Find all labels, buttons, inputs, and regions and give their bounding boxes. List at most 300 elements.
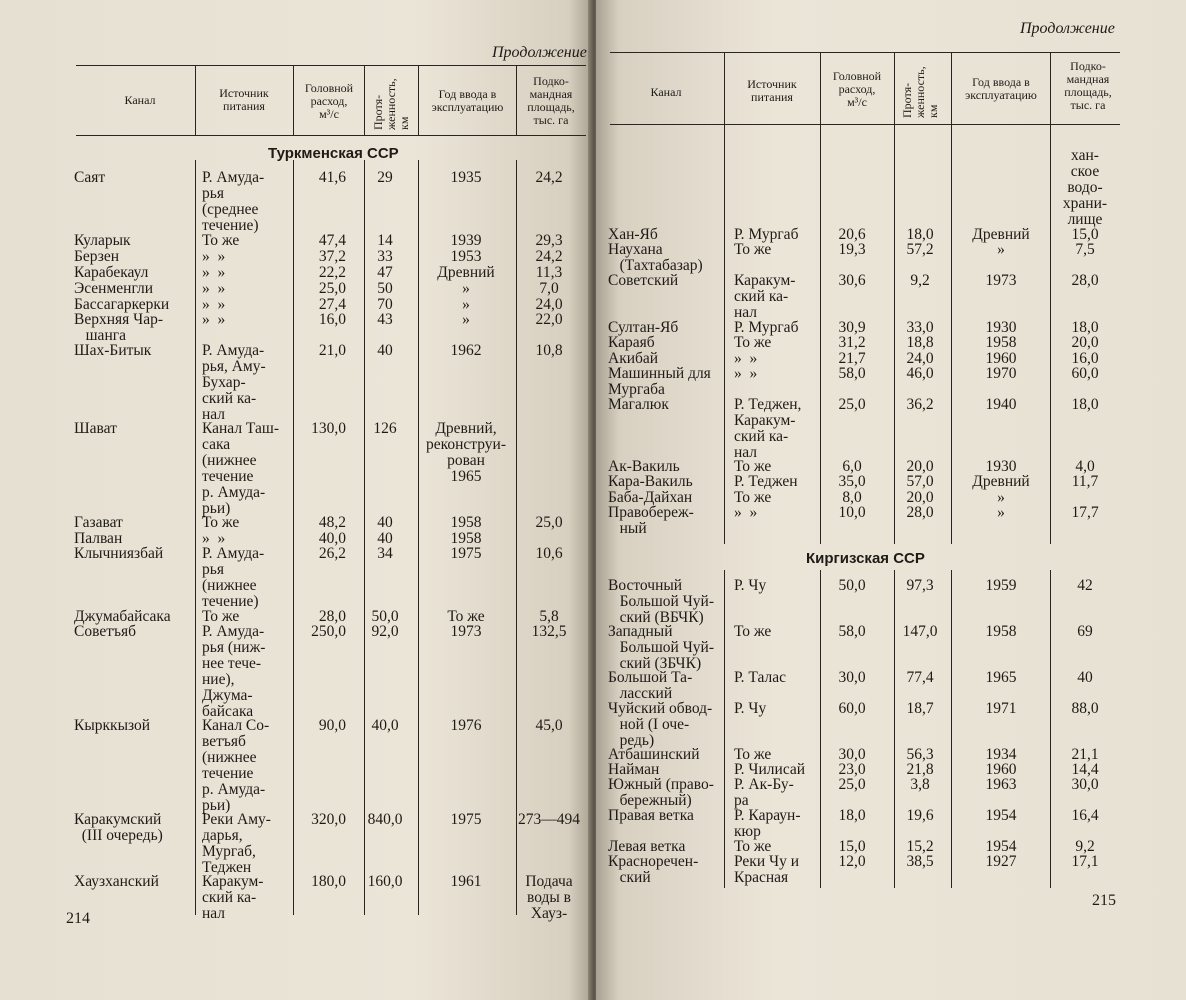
cell-line: 22,0: [535, 311, 563, 328]
cell-line: 14,4: [1071, 761, 1099, 778]
cell-name: [74, 874, 192, 890]
table-row: [596, 807, 1186, 840]
cell-line: Р. Караун-: [734, 807, 801, 824]
col-rule: [293, 65, 294, 135]
cell-len: 46,0: [906, 365, 934, 382]
cell-flow: 48,2: [318, 514, 346, 531]
cell-year: [418, 421, 514, 485]
cell-line: хан-: [1071, 147, 1099, 164]
cell-name: [74, 343, 192, 359]
cell-area: [516, 718, 582, 734]
cell-name: [608, 578, 723, 626]
cell-src: [202, 233, 294, 249]
cell-line: рья: [202, 185, 224, 202]
cell-line: 1954: [985, 838, 1017, 855]
cell-line: » »: [202, 296, 226, 313]
table-row: [596, 776, 1186, 809]
cell-flow: 16,0: [318, 311, 346, 328]
cell-len: 57,2: [906, 241, 934, 258]
cell-line: Р. Амуда-: [202, 545, 265, 562]
cell-len: 34: [377, 545, 393, 562]
cell-src: [202, 546, 294, 610]
header-year: Год ввода в эксплуатацию: [431, 87, 504, 114]
cell-flow: 320,0: [311, 811, 346, 828]
cell-line: ной (I оче-: [608, 716, 690, 733]
cell-area: [1052, 670, 1118, 686]
cell-name: [608, 148, 723, 164]
cell-line: [608, 148, 723, 164]
cell-year: [953, 701, 1049, 717]
table-row: [596, 577, 1186, 626]
cell-area: [1052, 578, 1118, 594]
cell-area: [1052, 242, 1118, 258]
cell-line: Р. Теджен,: [734, 396, 802, 413]
cell-len: 15,2: [906, 838, 934, 855]
cell-line: Кара-Вакиль: [608, 473, 693, 490]
cell-line: Реки Чу и: [734, 853, 799, 870]
cell-line: Советъяб: [74, 623, 136, 640]
cell-year: [418, 546, 514, 562]
cell-line: 1965: [985, 669, 1017, 686]
cell-line: Кырккызой: [74, 717, 151, 734]
header-bottom-rule: [610, 124, 1120, 125]
cell-line: рья, Аму-: [202, 358, 266, 375]
cell-line: Берзен: [74, 248, 120, 265]
cell-line: 1960: [985, 350, 1017, 367]
cell-len: 20,0: [906, 489, 934, 506]
cell-line: 132,5: [531, 623, 567, 640]
cell-line: Южный (право-: [608, 776, 714, 793]
cell-flow: 10,0: [838, 504, 866, 521]
table-row: [0, 169, 592, 234]
col-rule: [724, 52, 725, 124]
table-row: [596, 669, 1186, 702]
cell-line: Карабекаул: [74, 264, 149, 281]
col-rule: [195, 65, 196, 135]
header-length: Протя- женность, км: [371, 78, 411, 130]
cell-area: [1052, 273, 1118, 289]
cell-name: [608, 777, 723, 809]
cell-line: Бухар-: [202, 374, 246, 391]
cell-line: 1930: [985, 458, 1017, 475]
cell-line: рьи): [202, 500, 231, 517]
cell-line: 60,0: [1071, 365, 1099, 382]
cell-line: нал: [734, 304, 758, 321]
cell-line: Мургаба: [608, 381, 665, 398]
cell-year: [953, 366, 1049, 382]
cell-line: 42: [1077, 577, 1093, 594]
cell-flow: 26,2: [318, 545, 346, 562]
cell-area: [1052, 701, 1118, 717]
cell-line: ветъяб: [202, 733, 246, 750]
cell-line: 1935: [450, 169, 482, 186]
cell-name: [608, 808, 723, 824]
cell-line: 1939: [450, 232, 482, 249]
cell-name: [608, 505, 723, 537]
cell-line: ский ка-: [734, 288, 789, 305]
cell-line: 1934: [985, 746, 1017, 763]
cell-line: 1961: [450, 873, 482, 890]
table-row: [0, 717, 592, 814]
cell-line: Правобереж-: [608, 504, 694, 521]
cell-line: ный: [608, 520, 647, 537]
cell-line: » »: [734, 504, 758, 521]
cell-line: ский ка-: [202, 390, 257, 407]
cell-len: 38,5: [906, 853, 934, 870]
cell-name: [74, 546, 192, 562]
cell-line: ра: [734, 792, 749, 809]
cell-src: [734, 670, 820, 686]
cell-year: [953, 854, 1049, 870]
cell-flow: 18,0: [838, 807, 866, 824]
section-title: Киргизская ССР: [806, 550, 925, 567]
cell-line: 28,0: [1071, 272, 1099, 289]
cell-year: [953, 777, 1049, 793]
cell-year: [418, 874, 514, 890]
table-row: [596, 335, 1186, 351]
cell-line: 1962: [450, 342, 482, 359]
cell-line: воды в: [526, 889, 571, 906]
cell-year: [953, 242, 1049, 258]
cell-year: [953, 335, 1049, 351]
header-flow: Головной расход, м³/с: [304, 81, 354, 121]
cell-area: [516, 812, 582, 828]
cell-src: [734, 854, 820, 886]
cell-line: 69: [1077, 623, 1093, 640]
cell-line: 9,2: [1075, 838, 1095, 855]
table-top-rule: [610, 52, 1120, 53]
cell-flow: 25,0: [318, 280, 346, 297]
cell-src: [734, 777, 820, 809]
cell-line: Р. Чу: [734, 700, 767, 717]
cell-src: [734, 366, 820, 382]
cell-line: рья: [202, 561, 224, 578]
cell-flow: 27,4: [318, 296, 346, 313]
left-page: [0, 0, 592, 1000]
cell-line: » »: [734, 350, 758, 367]
cell-flow: 23,0: [838, 761, 866, 778]
cell-line: 40: [1077, 669, 1093, 686]
cell-line: Канал Таш-: [202, 420, 279, 437]
cell-flow: 12,0: [838, 853, 866, 870]
cell-len: 40: [377, 342, 393, 359]
cell-line: Древний: [972, 226, 1030, 243]
cell-flow: 35,0: [838, 473, 866, 490]
cell-line: Подача: [525, 873, 573, 890]
cell-line: Шах-Битык: [74, 342, 152, 359]
cell-line: нал: [202, 905, 226, 922]
cell-src: [202, 812, 294, 876]
cell-line: 1958: [985, 334, 1017, 351]
cell-line: Реки Аму-: [202, 811, 271, 828]
cell-name: [608, 624, 723, 672]
cell-flow: 25,0: [838, 396, 866, 413]
page-number: 215: [1092, 892, 1116, 909]
cell-line: ние),: [202, 671, 235, 688]
cell-area: [516, 874, 582, 922]
cell-line: 16,4: [1071, 807, 1099, 824]
cell-line: 30,0: [1071, 776, 1099, 793]
cell-line: нее тече-: [202, 655, 262, 672]
cell-area: [1052, 808, 1118, 824]
table-row: [0, 515, 592, 531]
cell-line: Ак-Вакиль: [608, 458, 680, 475]
cell-line: (III очередь): [74, 827, 163, 844]
header-canal: Канал: [650, 85, 682, 99]
table-row: [0, 311, 592, 344]
cell-line: Хаузханский: [74, 873, 159, 890]
cell-line: рьи): [202, 797, 231, 814]
table-row: [0, 420, 592, 517]
cell-line: 1973: [450, 623, 482, 640]
cell-area: [516, 312, 582, 328]
header-area: Подко- мандная площадь, тыс. га: [527, 74, 575, 127]
cell-len: 18,7: [906, 700, 934, 717]
cell-line: То же: [734, 489, 772, 506]
cell-line: Клычниязбай: [74, 545, 164, 562]
section-title: Туркменская ССР: [268, 145, 399, 162]
cell-flow: 41,6: [318, 169, 346, 186]
cell-name: [608, 273, 723, 289]
cell-line: Р. Амуда-: [202, 342, 265, 359]
cell-src: [734, 808, 820, 840]
table-row: [0, 811, 592, 876]
cell-line: Магалюк: [608, 396, 669, 413]
cell-year: [953, 148, 1049, 164]
cell-line: ский (ЗБЧК): [608, 655, 702, 672]
cell-len: 47: [377, 264, 393, 281]
cell-src: [734, 148, 820, 164]
cell-area: [1052, 505, 1118, 521]
cell-flow: 30,6: [838, 272, 866, 289]
cell-line: 24,0: [535, 296, 563, 313]
cell-src: [202, 170, 294, 234]
col-rule: [1050, 52, 1051, 124]
cell-line: Найман: [608, 761, 660, 778]
cell-line: »: [462, 311, 470, 328]
cell-line: Р. Теджен: [734, 473, 798, 490]
cell-year: [953, 578, 1049, 594]
table-row: [0, 265, 592, 281]
cell-line: »: [462, 280, 470, 297]
cell-src: [734, 701, 820, 717]
cell-line: Р. Чилисай: [734, 761, 806, 778]
cell-line: Левая ветка: [608, 838, 686, 855]
cell-line: Правая ветка: [608, 807, 694, 824]
cell-year: [418, 312, 514, 328]
cell-line: шанга: [74, 327, 126, 344]
cell-name: [608, 335, 723, 351]
cell-year: [953, 808, 1049, 824]
cell-area: [516, 281, 582, 297]
cell-len: 20,0: [906, 458, 934, 475]
table-row: [0, 233, 592, 249]
cell-line: 11,7: [1071, 473, 1099, 490]
cell-line: 273—494: [518, 811, 580, 828]
cell-line: рован: [447, 452, 485, 469]
cell-area: [1052, 777, 1118, 793]
cell-line: Бассагаркерки: [74, 296, 170, 313]
cell-line: Хауз-: [530, 905, 568, 922]
cell-area: [516, 233, 582, 249]
cell-line: Западный: [608, 623, 673, 640]
cell-src: [202, 312, 294, 328]
cell-line: » »: [202, 311, 226, 328]
cell-flow: 47,4: [318, 232, 346, 249]
cell-flow: 21,7: [838, 350, 866, 367]
cell-line: 1963: [985, 776, 1017, 793]
cell-line: 88,0: [1071, 700, 1099, 717]
cell-flow: 90,0: [318, 717, 346, 734]
cell-len: 9,2: [910, 272, 930, 289]
cell-len: 14: [377, 232, 393, 249]
cell-line: То же: [202, 514, 240, 531]
cell-flow: 180,0: [311, 873, 346, 890]
cell-flow: 21,0: [318, 342, 346, 359]
cell-src: [202, 624, 294, 720]
cell-flow: 40,0: [318, 530, 346, 547]
cell-area: [516, 624, 582, 640]
cell-line: 10,8: [535, 342, 563, 359]
cell-year: [418, 624, 514, 640]
cell-line: 1958: [450, 514, 482, 531]
table-row: [596, 272, 1186, 321]
cell-line: 1973: [985, 272, 1017, 289]
cell-line: 1976: [450, 717, 482, 734]
cell-line: нал: [202, 406, 226, 423]
cell-line: ский (ВБЧК): [608, 609, 704, 626]
cell-flow: 19,3: [838, 241, 866, 258]
cell-line: 17,7: [1071, 504, 1099, 521]
cell-name: [608, 701, 723, 749]
cell-src: [202, 515, 294, 531]
cell-line: Древний: [972, 473, 1030, 490]
cell-src: [734, 335, 820, 351]
col-rule: [418, 65, 419, 135]
cell-len: 40: [377, 530, 393, 547]
table-row: [596, 396, 1186, 461]
cell-line: »: [997, 489, 1005, 506]
cell-line: Р. Амуда-: [202, 623, 265, 640]
cell-line: (нижнее: [202, 749, 257, 766]
cell-line: 29,3: [535, 232, 563, 249]
cell-year: [418, 515, 514, 531]
cell-area: [516, 343, 582, 359]
cell-area: [1052, 335, 1118, 351]
cell-area: [516, 170, 582, 186]
cell-src: [202, 343, 294, 423]
cell-line: рья (ниж-: [202, 639, 266, 656]
cell-line: 4,0: [1075, 458, 1095, 475]
cell-line: 45,0: [535, 717, 563, 734]
cell-line: Красная: [734, 869, 789, 886]
cell-flow: 50,0: [838, 577, 866, 594]
cell-src: [202, 874, 294, 922]
cell-line: [953, 148, 1049, 164]
cell-line: 1930: [985, 319, 1017, 336]
cell-area: [1052, 474, 1118, 490]
cell-line: »: [462, 296, 470, 313]
table-row: [0, 623, 592, 720]
table-row: [0, 281, 592, 297]
cell-line: байсака: [202, 703, 254, 720]
cell-line: 7,5: [1075, 241, 1095, 258]
header-year: Год ввода в эксплуатацию: [965, 75, 1037, 102]
table-row: [596, 241, 1186, 274]
cell-src: [734, 273, 820, 321]
col-rule: [820, 52, 821, 124]
cell-line: Канал Со-: [202, 717, 270, 734]
cell-line: Большой Чуй-: [608, 639, 715, 656]
cell-line: Палван: [74, 530, 123, 547]
cell-line: [74, 186, 192, 202]
cell-flow: 22,2: [318, 264, 346, 281]
cell-line: 1965: [450, 468, 482, 485]
cell-name: [74, 624, 192, 640]
cell-line: 18,0: [1071, 319, 1099, 336]
cell-len: 3,8: [910, 776, 930, 793]
cell-line: 18,0: [1071, 396, 1099, 413]
cell-line: 1953: [450, 248, 482, 265]
cell-len: 50,0: [371, 608, 399, 625]
cell-line: 1975: [450, 545, 482, 562]
cell-name: [74, 718, 192, 734]
cell-flow: 20,6: [838, 226, 866, 243]
cell-line: ское: [1070, 163, 1100, 180]
cell-year: [418, 281, 514, 297]
cell-flow: 60,0: [838, 700, 866, 717]
cell-line: Древний,: [435, 420, 497, 437]
cell-line: Караяб: [608, 334, 655, 351]
cell-len: 33,0: [906, 319, 934, 336]
cell-line: 11,3: [535, 264, 563, 281]
cell-len: 57,0: [906, 473, 934, 490]
cell-line: дарья,: [202, 827, 243, 844]
cell-line: То же: [202, 232, 240, 249]
cell-year: [953, 624, 1049, 640]
cell-line: р. Амуда-: [202, 781, 266, 798]
table-row: [596, 700, 1186, 749]
cell-src: [202, 249, 294, 265]
cell-src: [734, 474, 820, 490]
cell-year: [953, 505, 1049, 521]
cell-line: То же: [202, 608, 240, 625]
cell-flow: 25,0: [838, 776, 866, 793]
cell-line: » »: [734, 365, 758, 382]
cell-area: [1052, 397, 1118, 413]
cell-year: [953, 397, 1049, 413]
cell-src: [202, 421, 294, 517]
cell-area: [516, 515, 582, 531]
col-rule: [951, 52, 952, 124]
cell-line: Р. Талас: [734, 669, 787, 686]
cell-src: [202, 718, 294, 814]
cell-line: »: [997, 241, 1005, 258]
cell-area: [1052, 366, 1118, 382]
col-rule: [894, 52, 895, 124]
cell-year: [418, 718, 514, 734]
cell-line: ский ка-: [202, 889, 257, 906]
cell-name: [74, 249, 192, 265]
cell-area: [516, 546, 582, 562]
cell-area: [1052, 624, 1118, 640]
cell-line: 10,6: [535, 545, 563, 562]
cell-year: [953, 670, 1049, 686]
cell-flow: 250,0: [311, 623, 346, 640]
cell-len: 19,6: [906, 807, 934, 824]
cell-flow: 30,0: [838, 746, 866, 763]
cell-line: 21,1: [1071, 746, 1099, 763]
